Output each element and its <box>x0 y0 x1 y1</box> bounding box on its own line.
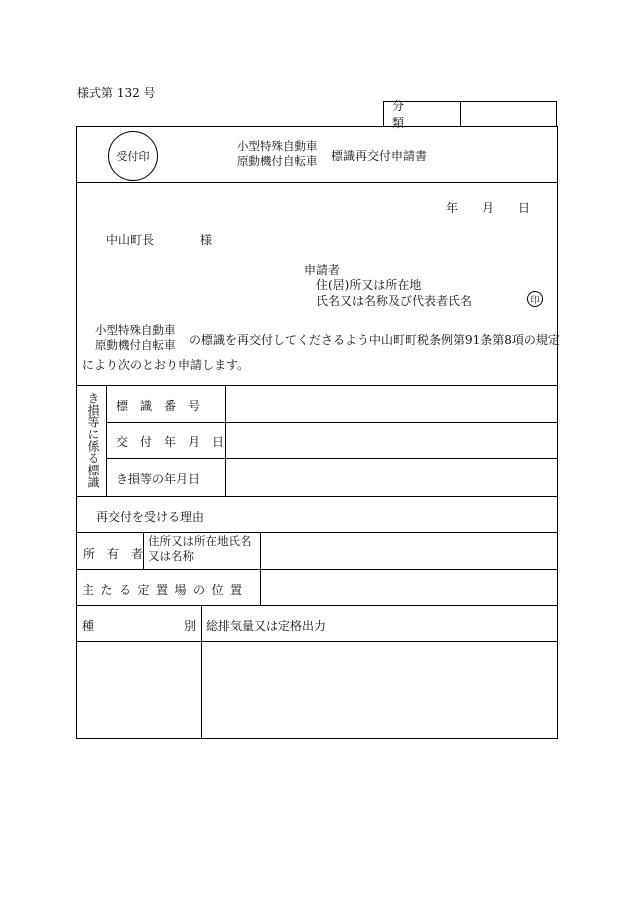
row-label-sign-number: 標 識 番 号 <box>116 399 201 413</box>
divider-header <box>77 182 557 183</box>
vehicle-type-1: 小型特殊自動車 <box>237 139 318 153</box>
row-label-issue-date: 交 付 年 月 日 <box>116 435 225 449</box>
type-label-right: 別 <box>184 619 197 633</box>
form-number: 様式第 132 号 <box>77 86 156 100</box>
issue-date-field[interactable] <box>228 422 556 457</box>
classification-label <box>384 99 473 130</box>
divider-owner <box>77 569 557 570</box>
date-year-label: 年 <box>446 201 459 215</box>
reception-stamp-circle <box>108 131 158 181</box>
location-label: 主たる定置場の位置 <box>82 583 249 597</box>
applicant-heading: 申請者 <box>304 263 341 277</box>
vehicle-types-body <box>95 323 176 353</box>
divider-vert-labels <box>225 385 226 496</box>
date-day-label: 日 <box>518 201 531 215</box>
divider-location <box>77 605 557 606</box>
reason-label: 再交付を受ける理由 <box>96 510 205 524</box>
seal-mark-text: 印 <box>530 295 540 306</box>
vehicle-types-header <box>237 139 318 169</box>
sign-number-field[interactable] <box>228 385 556 421</box>
divider-vert-owner2 <box>260 532 261 605</box>
damage-date-field[interactable] <box>228 458 556 494</box>
body-text-line2: により次のとおり申請します。 <box>82 358 250 372</box>
divider-vert-owner <box>143 532 144 569</box>
owner-label: 所 有 者 <box>83 547 144 561</box>
applicant-address-label: 住(居)所又は所在地 <box>316 278 422 292</box>
vehicle-type-2: 原動機付自転車 <box>237 154 318 168</box>
addressee-name: 中山町長 <box>106 233 155 247</box>
row-label-damage-date: き損等の年月日 <box>116 472 201 486</box>
date-month-label: 月 <box>482 201 495 215</box>
divider-type <box>77 641 557 642</box>
divider-damage-end <box>77 496 557 497</box>
classification-value[interactable] <box>461 102 556 126</box>
type-label-left: 種 <box>82 619 95 633</box>
addressee-honorific: 様 <box>200 233 213 247</box>
owner-sub-label-2: 又は名称 <box>148 549 194 563</box>
body-vehicle-type-1: 小型特殊自動車 <box>95 323 176 337</box>
damaged-section-header: き損等に係る標識 <box>86 392 100 488</box>
classification-label-text: 分 類 <box>392 99 473 130</box>
body-vehicle-type-2: 原動機付自転車 <box>95 338 176 352</box>
displacement-label: 総排気量又は定格出力 <box>206 619 327 633</box>
divider-vert-type <box>201 605 202 738</box>
applicant-name-label: 氏名又は名称及び代表者氏名 <box>316 294 473 308</box>
reception-stamp-label: 受付印 <box>116 150 150 163</box>
classification-box <box>383 99 557 130</box>
owner-field[interactable] <box>262 532 556 568</box>
form-title: 標識再交付申請書 <box>331 149 428 163</box>
seal-mark <box>527 291 543 307</box>
body-text-line1: の標識を再交付してくださるよう中山町町税条例第91条第8項の規定 <box>189 333 560 347</box>
divider-vert-header <box>106 385 107 496</box>
owner-sub-label <box>148 534 252 564</box>
owner-sub-label-1: 住所又は所在地氏名 <box>148 534 252 548</box>
